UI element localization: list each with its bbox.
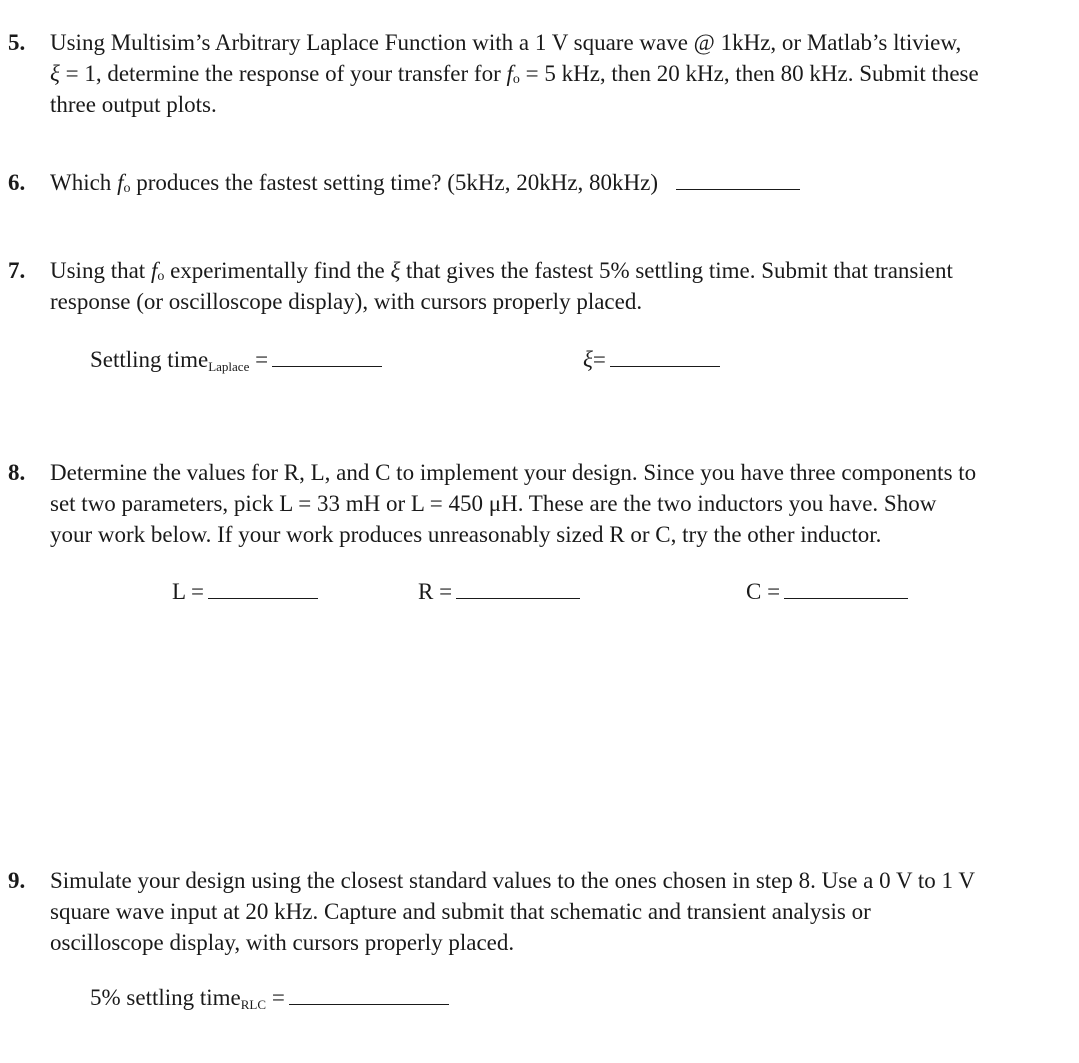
capacitance-field: C = xyxy=(746,576,908,607)
f-symbol: f xyxy=(117,170,124,195)
question-number: 6. xyxy=(8,170,26,195)
question-number: 8. xyxy=(8,460,26,485)
xi-field: ξ= xyxy=(583,344,720,375)
inductance-blank[interactable] xyxy=(208,578,318,599)
f-symbol: f xyxy=(506,61,513,86)
xi-symbol: ξ xyxy=(50,61,60,86)
xi-symbol: ξ xyxy=(390,258,401,283)
settling-time-rlc-blank[interactable] xyxy=(289,984,449,1005)
question-number: 7. xyxy=(8,258,26,283)
resistance-field: R = xyxy=(418,576,580,607)
capacitance-blank[interactable] xyxy=(784,578,908,599)
question-number: 9. xyxy=(8,868,26,893)
question-number: 5. xyxy=(8,30,26,55)
settling-time-laplace-field: Settling timeLaplace = xyxy=(90,344,382,378)
settling-time-rlc-field: 5% settling timeRLC = xyxy=(90,982,449,1016)
resistance-blank[interactable] xyxy=(456,578,580,599)
question-text: Using Multisim’s Arbitrary Laplace Function with a 1 V square wave @ 1kHz, or Matlab’s ltiview, ξ = 1, determine the response of your transfer for fo = 5 kHz, then 20 kHz, then 80 kHz. Submit these three output plots. xyxy=(50,30,979,117)
f-symbol: f xyxy=(150,258,158,283)
question-text: Determine the values for R, L, and C to implement your design. Since you have three components to set two parameters, pick L = 33 mH or L = 450 μH. These are the two inductors you have. Show your work below. If your work produces unreasonably sized R or C, try the other inductor. xyxy=(50,460,977,547)
question-text: Using that fo experimentally find the ξ that gives the fastest 5% settling time. Submit that transient response (or oscilloscope display), with cursors properly placed. xyxy=(50,258,953,314)
question-text: Which fo produces the fastest setting time? (5kHz, 20kHz, 80kHz) xyxy=(50,167,1075,198)
xi-blank[interactable] xyxy=(610,346,720,367)
inductance-field: L = xyxy=(172,576,318,607)
settling-time-blank[interactable] xyxy=(272,346,382,367)
answer-blank[interactable] xyxy=(676,169,800,190)
question-text: Simulate your design using the closest standard values to the ones chosen in step 8. Use a 0 V to 1 V square wave input at 20 kHz. Capture and submit that schematic and transient analysis or oscilloscope display, with cursors properly placed. xyxy=(50,868,975,955)
